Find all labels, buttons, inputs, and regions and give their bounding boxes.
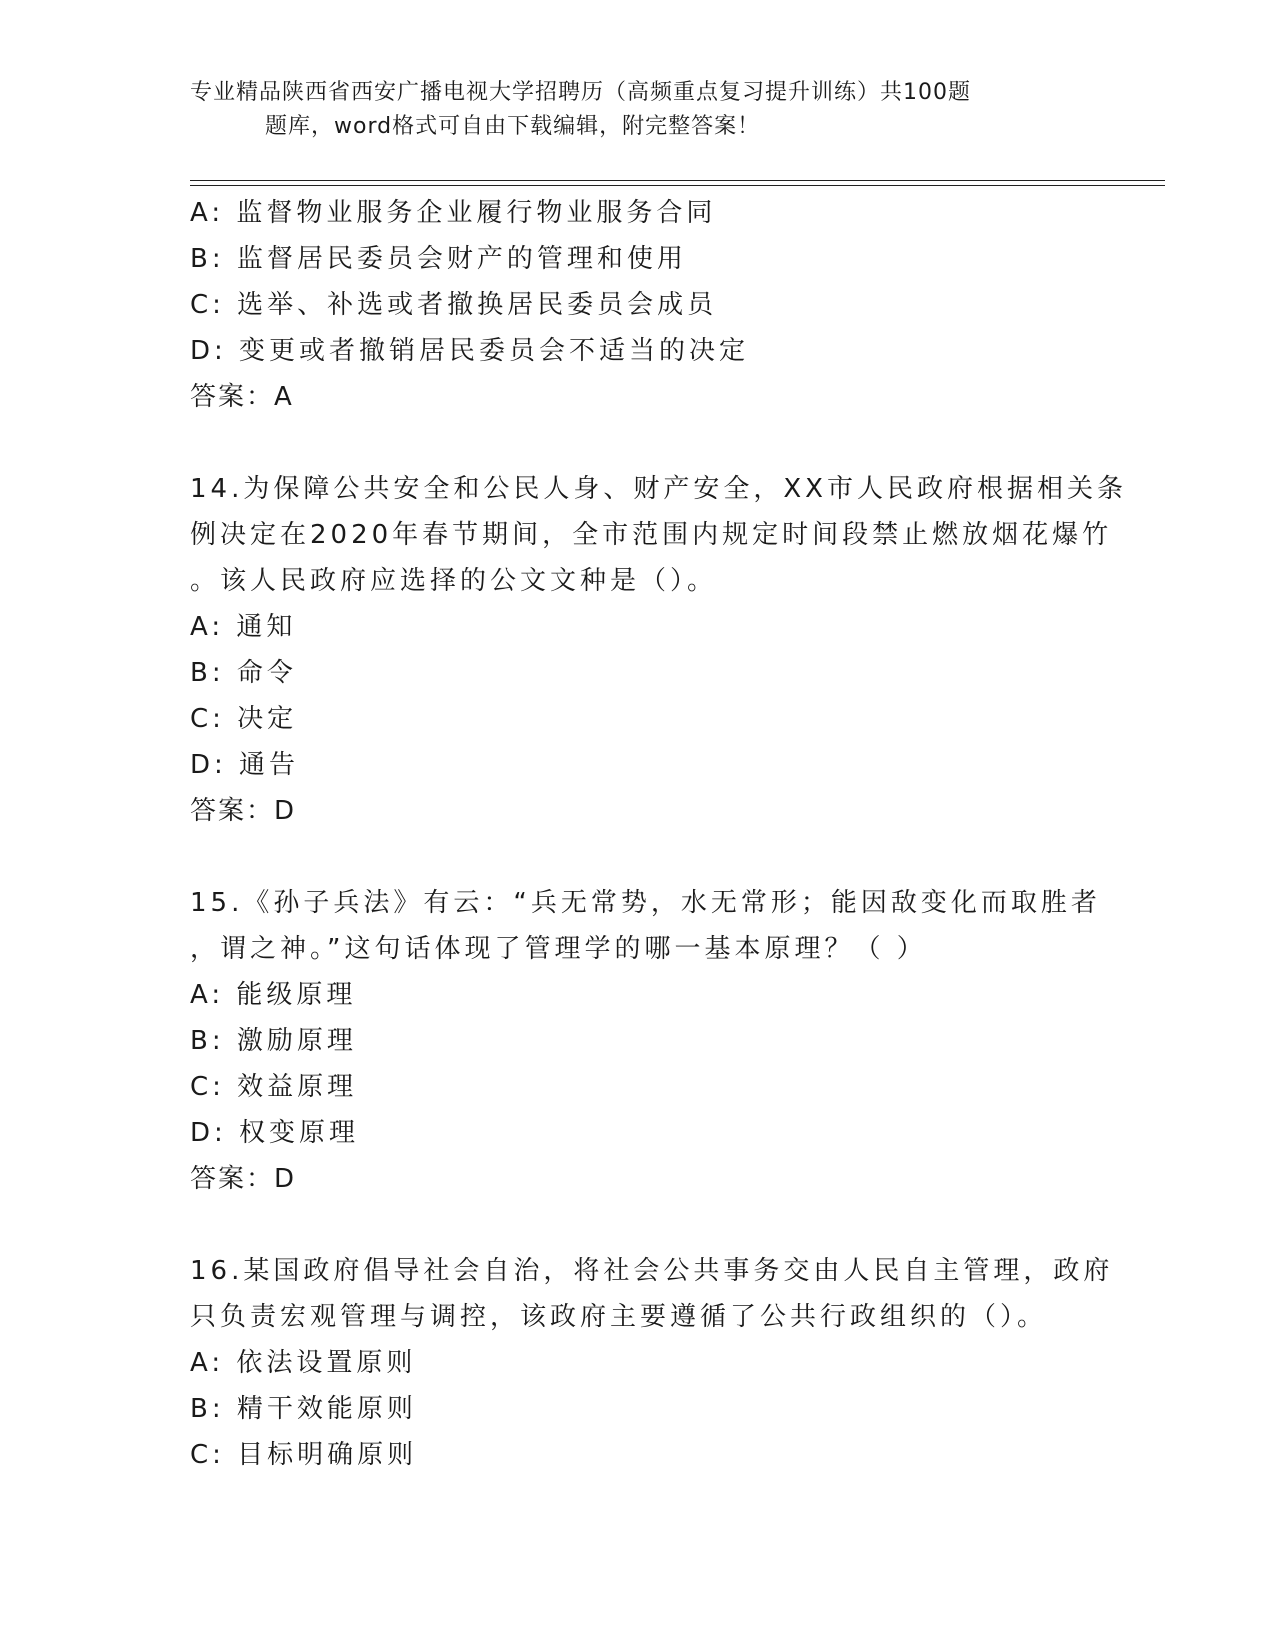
question-text: ，谓之神。”这句话体现了管理学的哪一基本原理？（ ）	[190, 934, 927, 964]
question-content	[190, 190, 1127, 1478]
question-text: 只负责宏观管理与调控，该政府主要遵循了公共行政组织的（）。	[190, 1302, 1048, 1332]
answer-line: 答案：D	[190, 796, 297, 826]
header-divider-top	[190, 180, 1165, 181]
option-c: C: 决定	[190, 704, 298, 734]
option-b: B: 命令	[190, 658, 297, 688]
option-b: B: 激励原理	[190, 1026, 357, 1056]
option-a: A: 能级原理	[190, 980, 357, 1010]
question-text: 例决定在2020年春节期间，全市范围内规定时间段禁止燃放烟花爆竹	[190, 520, 1113, 550]
document-header	[190, 76, 1070, 144]
question-block	[190, 466, 1127, 834]
answer-line: 答案：D	[190, 1164, 297, 1194]
option-c: C: 效益原理	[190, 1072, 358, 1102]
question-block	[190, 190, 1090, 420]
question-text: 16.某国政府倡导社会自治，将社会公共事务交由人民自主管理，政府	[190, 1256, 1114, 1286]
option-a: A: 通知	[190, 612, 297, 642]
option-d: D: 权变原理	[190, 1118, 360, 1148]
question-block	[190, 880, 1101, 1202]
block-spacer	[190, 1202, 1090, 1248]
option-c: C: 选举、补选或者撤换居民委员会成员	[190, 290, 718, 320]
question-text: 14.为保障公共安全和公民人身、财产安全，XX市人民政府根据相关条	[190, 474, 1127, 504]
option-a: A: 监督物业服务企业履行物业服务合同	[190, 198, 717, 228]
option-b: B: 精干效能原则	[190, 1394, 417, 1424]
option-b: B: 监督居民委员会财产的管理和使用	[190, 244, 687, 274]
answer-line: 答案：A	[190, 382, 294, 412]
header-title-line-2: 题库，word格式可自由下载编辑，附完整答案！	[265, 114, 761, 139]
option-d: D: 变更或者撤销居民委员会不适当的决定	[190, 336, 750, 366]
header-divider-bottom	[190, 185, 1165, 186]
block-spacer	[190, 420, 1090, 466]
block-spacer	[190, 834, 1090, 880]
option-d: D: 通告	[190, 750, 300, 780]
question-block	[190, 1248, 1114, 1478]
option-c: C: 目标明确原则	[190, 1440, 418, 1470]
option-a: A: 依法设置原则	[190, 1348, 417, 1378]
question-text: 15.《孙子兵法》有云：“兵无常势，水无常形；能因敌变化而取胜者	[190, 888, 1101, 918]
question-text: 。该人民政府应选择的公文文种是（）。	[190, 566, 718, 596]
header-title-line-1: 专业精品陕西省西安广播电视大学招聘历（高频重点复习提升训练）共100题	[190, 80, 971, 105]
